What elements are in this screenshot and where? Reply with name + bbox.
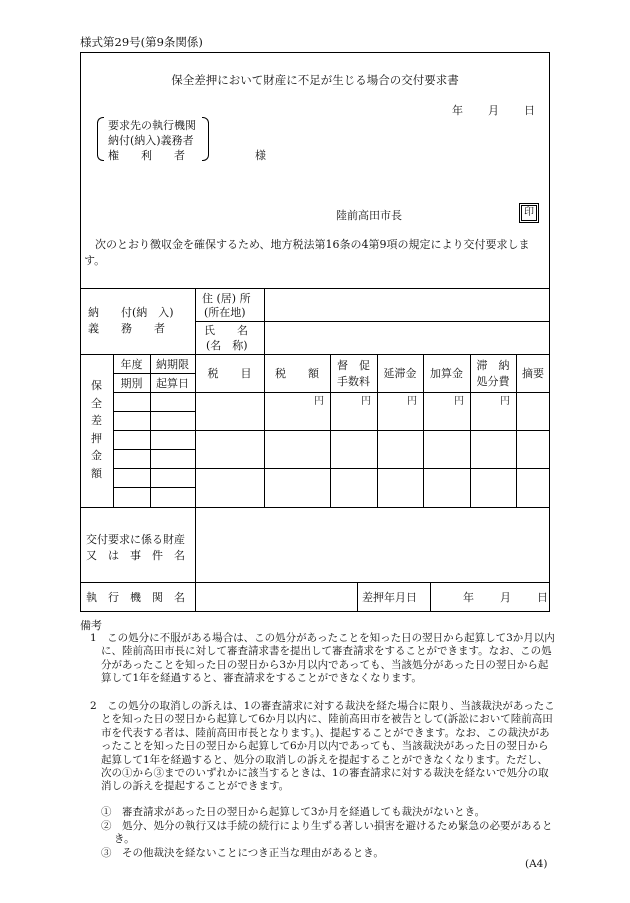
header-disposal-cost: 滞 納 bbox=[476, 359, 510, 372]
rule-exec-v2 bbox=[430, 582, 431, 612]
date-year: 年 bbox=[452, 104, 463, 117]
form-title: 保全差押において財産に不足が生じる場合の交付要求書 bbox=[171, 73, 459, 87]
date-month: 月 bbox=[488, 104, 499, 117]
date-day: 日 bbox=[524, 104, 535, 117]
seal-stamp: 印 bbox=[521, 205, 537, 221]
rule-seizure-header-mid bbox=[113, 373, 195, 374]
remark-item-2: 2 この処分の取消しの訴えは、1の審査請求に対する裁決を経た場合に限り、当該裁決があったことを知った日の翌日から起算して6か月以内に、陸前高田市を被告として(訴訟において陸前高田市を代表する者は、陸前高田市長となります。)、提起することができます。なお、この裁決があったことを知った日の翌日から起算して6か月以内であっても、当該裁決があった日の翌日から起算して1年を経過すると、処分の取消しの訴えを提起することができなくなります。ただし、次の①から③までのいずれかに該当するときは、1の審査請求に対する裁決を経ないで処分の取消しの訴えを提起することができます。 bbox=[90, 700, 555, 793]
property-label-line1: 交付要求に係る財産 bbox=[86, 533, 185, 546]
header-dunning-fee-2: 手数料 bbox=[337, 375, 370, 388]
intro-text: 次のとおり徴収金を確保するため、地方税法第16条の4第9項の規定により交付要求します。 bbox=[84, 238, 530, 267]
rule-row-1a bbox=[113, 411, 195, 412]
rule-row-3a bbox=[113, 487, 195, 488]
seizure-side-label bbox=[80, 377, 113, 482]
remark-sub-item-3: ③ その他裁決を経ないことにつき正当な理由があるとき。 bbox=[101, 847, 384, 859]
seizure-date-year: 年 bbox=[463, 591, 474, 604]
side-char-2: 全 bbox=[91, 396, 102, 410]
execution-agency-label: 執 行 機 関 名 bbox=[86, 591, 185, 604]
rule-exec-v1 bbox=[357, 582, 358, 612]
name-label: 氏 名 bbox=[204, 324, 248, 337]
header-tax-item: 税 目 bbox=[207, 367, 252, 380]
rule-obligor-top bbox=[80, 288, 550, 289]
header-late-charge: 延滞金 bbox=[383, 367, 417, 380]
issuer-name: 陸前高田市長 bbox=[336, 209, 402, 222]
recipient-bracket-left bbox=[97, 117, 104, 161]
form-number: 様式第29号(第9条関係) bbox=[80, 35, 203, 49]
side-char-3: 差 bbox=[91, 414, 102, 427]
header-tax-amount: 税 額 bbox=[275, 367, 319, 380]
side-char-1: 保 bbox=[91, 379, 102, 392]
rule-row-2b bbox=[113, 468, 550, 469]
seizure-date-month: 月 bbox=[500, 591, 511, 604]
rule-property-v bbox=[195, 507, 196, 612]
recipient-line-rightholder: 権 利 者 bbox=[108, 149, 185, 162]
paper-size: (A4) bbox=[525, 858, 548, 870]
remark-item-1: 1 この処分に不服がある場合は、この処分があったことを知った日の翌日から起算して3か月以内に、陸前高田市長に対して審査請求書を提出して審査請求をすることができます。なお、この処分があったことを知った日の翌日から3か月以内であっても、当該処分があった日の翌日から起算して1年を経過すると、審査請求をすることができなくなります。 bbox=[90, 632, 555, 685]
recipient-line-obligor: 納付(納入)義務者 bbox=[108, 134, 194, 147]
remark-sub-item-1: ① 審査請求があった日の翌日から起算して3か月を経過しても裁決がないとき。 bbox=[101, 806, 486, 818]
recipient-line-agency: 要求先の執行機関 bbox=[108, 119, 196, 132]
seizure-date-label: 差押年月日 bbox=[362, 591, 417, 604]
obligor-label-line1: 納 付(納 入) bbox=[88, 306, 174, 319]
rule-obligor-v2 bbox=[264, 288, 265, 354]
side-char-5: 金 bbox=[91, 449, 102, 462]
yen-tax-amount: 円 bbox=[314, 396, 324, 407]
header-fiscal-year: 年度 bbox=[120, 358, 143, 371]
seizure-date-day: 日 bbox=[537, 591, 548, 604]
side-char-4: 押 bbox=[91, 431, 102, 445]
header-period: 期別 bbox=[120, 377, 143, 390]
address-label-sub: (所在地) bbox=[204, 306, 246, 319]
rule-obligor-v1 bbox=[195, 288, 196, 354]
rule-row-2a bbox=[113, 449, 195, 450]
yen-disposal-cost: 円 bbox=[500, 396, 510, 407]
header-reckoning-date: 起算日 bbox=[156, 377, 189, 390]
recipient-honorific: 様 bbox=[255, 149, 266, 162]
yen-additional-tax: 円 bbox=[454, 396, 464, 407]
remarks-heading: 備考 bbox=[80, 619, 102, 632]
header-additional-tax: 加算金 bbox=[430, 367, 463, 380]
name-label-sub: (名 称) bbox=[206, 339, 248, 352]
yen-dunning-fee: 円 bbox=[361, 396, 371, 407]
obligor-label-line2: 義 務 者 bbox=[88, 322, 165, 335]
rule-obligor-mid bbox=[195, 321, 550, 322]
rule-seizure-bottom bbox=[80, 507, 550, 508]
yen-late-charge: 円 bbox=[407, 396, 417, 407]
header-deadline: 納期限 bbox=[156, 358, 189, 371]
rule-row-1b bbox=[113, 430, 550, 431]
property-label-line2: 又 は 事 件 名 bbox=[86, 549, 185, 562]
address-label: 住 (居) 所 bbox=[202, 292, 251, 305]
side-char-6: 額 bbox=[91, 466, 102, 480]
header-disposal-cost-2: 処分費 bbox=[476, 375, 510, 388]
recipient-bracket-right bbox=[202, 117, 209, 161]
rule-seizure-header-bottom bbox=[113, 392, 550, 393]
rule-property-bottom bbox=[80, 582, 550, 583]
header-dunning-fee: 督 促 bbox=[337, 359, 370, 372]
remark-sub-item-2: ② 処分、処分の執行又は手続の続行により生ずる著しい損害を避けるため緊急の必要があるとき。 bbox=[101, 820, 553, 846]
header-remarks: 摘要 bbox=[522, 367, 544, 380]
